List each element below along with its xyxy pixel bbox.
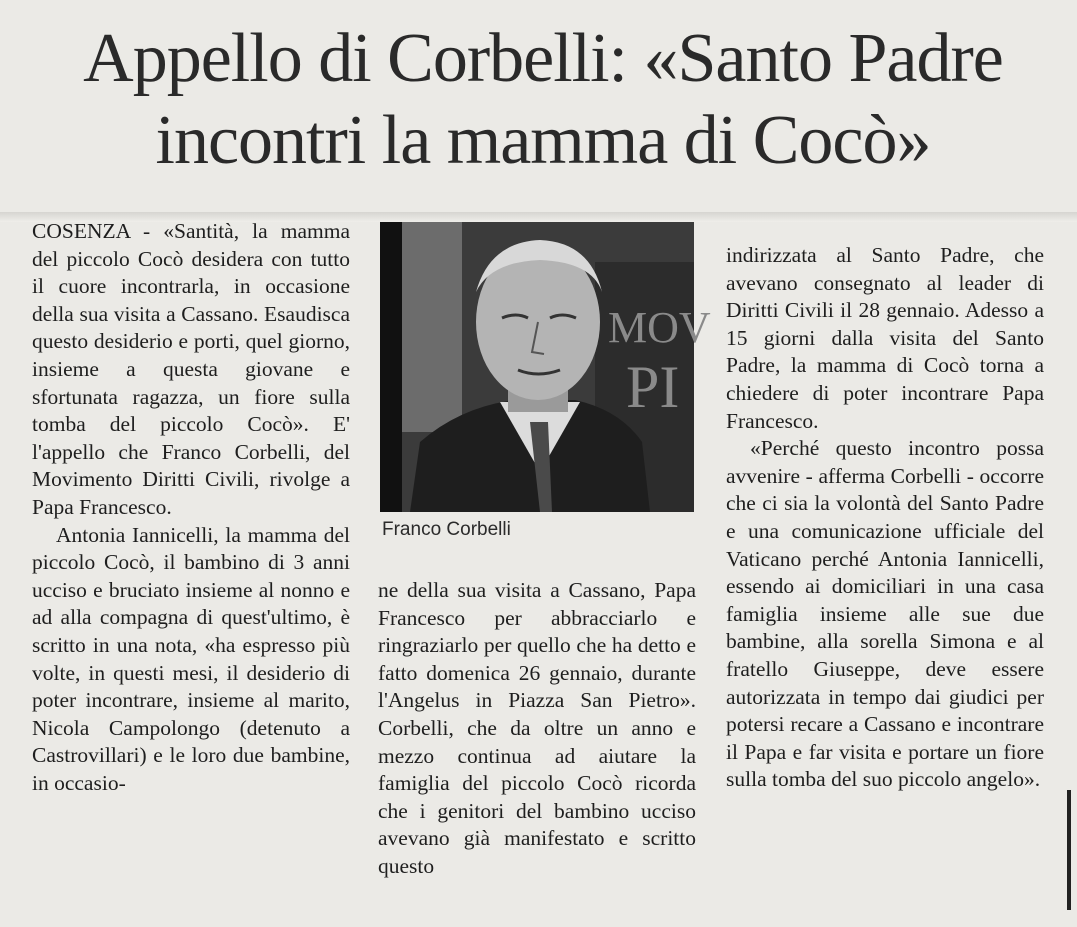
- headline: [28, 18, 1058, 182]
- article-paragraph: indirizzata al Santo Padre, che avevano consegnato al leader di Diritti Civili il 28 gennaio. Adesso a 15 giorni dalla visita del Santo Padre, la mamma di Cocò torna a chiedere di poter incontrare Papa Francesco.: [726, 243, 1044, 433]
- background-lettering: MOV: [608, 303, 711, 352]
- article-column-3: [726, 242, 1044, 794]
- article-paragraph: ne della sua visita a Cassano, Papa Francesco per abbracciarlo e ringraziarlo per quello che ha detto e fatto domenica 26 gennaio, durante l'Angelus in Piazza San Pietro». Corbelli, che da oltre un anno e mezzo continua ad aiutare la famiglia del piccolo Cocò ricorda che i genitori del bambino ucciso avevano già manifestato e scritto questo: [378, 578, 696, 878]
- scan-edge-mark: [1067, 790, 1071, 910]
- headline-line-2: incontri la mamma di Cocò»: [155, 102, 931, 179]
- svg-text:PI: PI: [626, 354, 680, 420]
- article-paragraph: «Perché questo incontro possa avvenire - afferma Corbelli - occorre che ci sia la volontà del Santo Padre e una comunicazione ufficiale del Vaticano perché Antonia Iannicelli, essendo ai domiciliari in una casa famiglia insieme alle sue due bambine, alla sorella Simona e al fratello Giuseppe, deve essere autorizzata in tempo dai giudici per potersi recare a Cassano e incontrare il Papa e far visita e portare un fiore sulla tomba del suo piccolo angelo».: [726, 436, 1044, 792]
- article-column-1: [32, 218, 350, 797]
- article-paragraph: COSENZA - «Santità, la mamma del piccolo Cocò desidera con tutto il cuore incontrarla, in occasione della sua visita a Cassano. Esaudisca questo desiderio e porti, quel giorno, insieme a questa giovane e sfortunata ragazza, un fiore sulla tomba del piccolo Cocò». E' l'appello che Franco Corbelli, del Movimento Diritti Civili, rivolge a Papa Francesco.: [32, 219, 350, 519]
- portrait-photo: [380, 222, 711, 512]
- article-column-2: [378, 577, 696, 881]
- article-paragraph: Antonia Iannicelli, la mamma del piccolo Cocò, il bambino di 3 anni ucciso e bruciato insieme al nonno e ad alla compagna di quest'ultimo, è scritto in una nota, «ha espresso più volte, in questi mesi, il desiderio di poter incontrare, insieme al marito, Nicola Campolongo (detenuto a Castrovillari) e le loro due bambine, in occasio-: [32, 522, 350, 795]
- headline-line-1: Appello di Corbelli: «Santo Padre: [83, 20, 1003, 97]
- portrait-image: [380, 222, 711, 512]
- photo-caption: Franco Corbelli: [382, 519, 511, 540]
